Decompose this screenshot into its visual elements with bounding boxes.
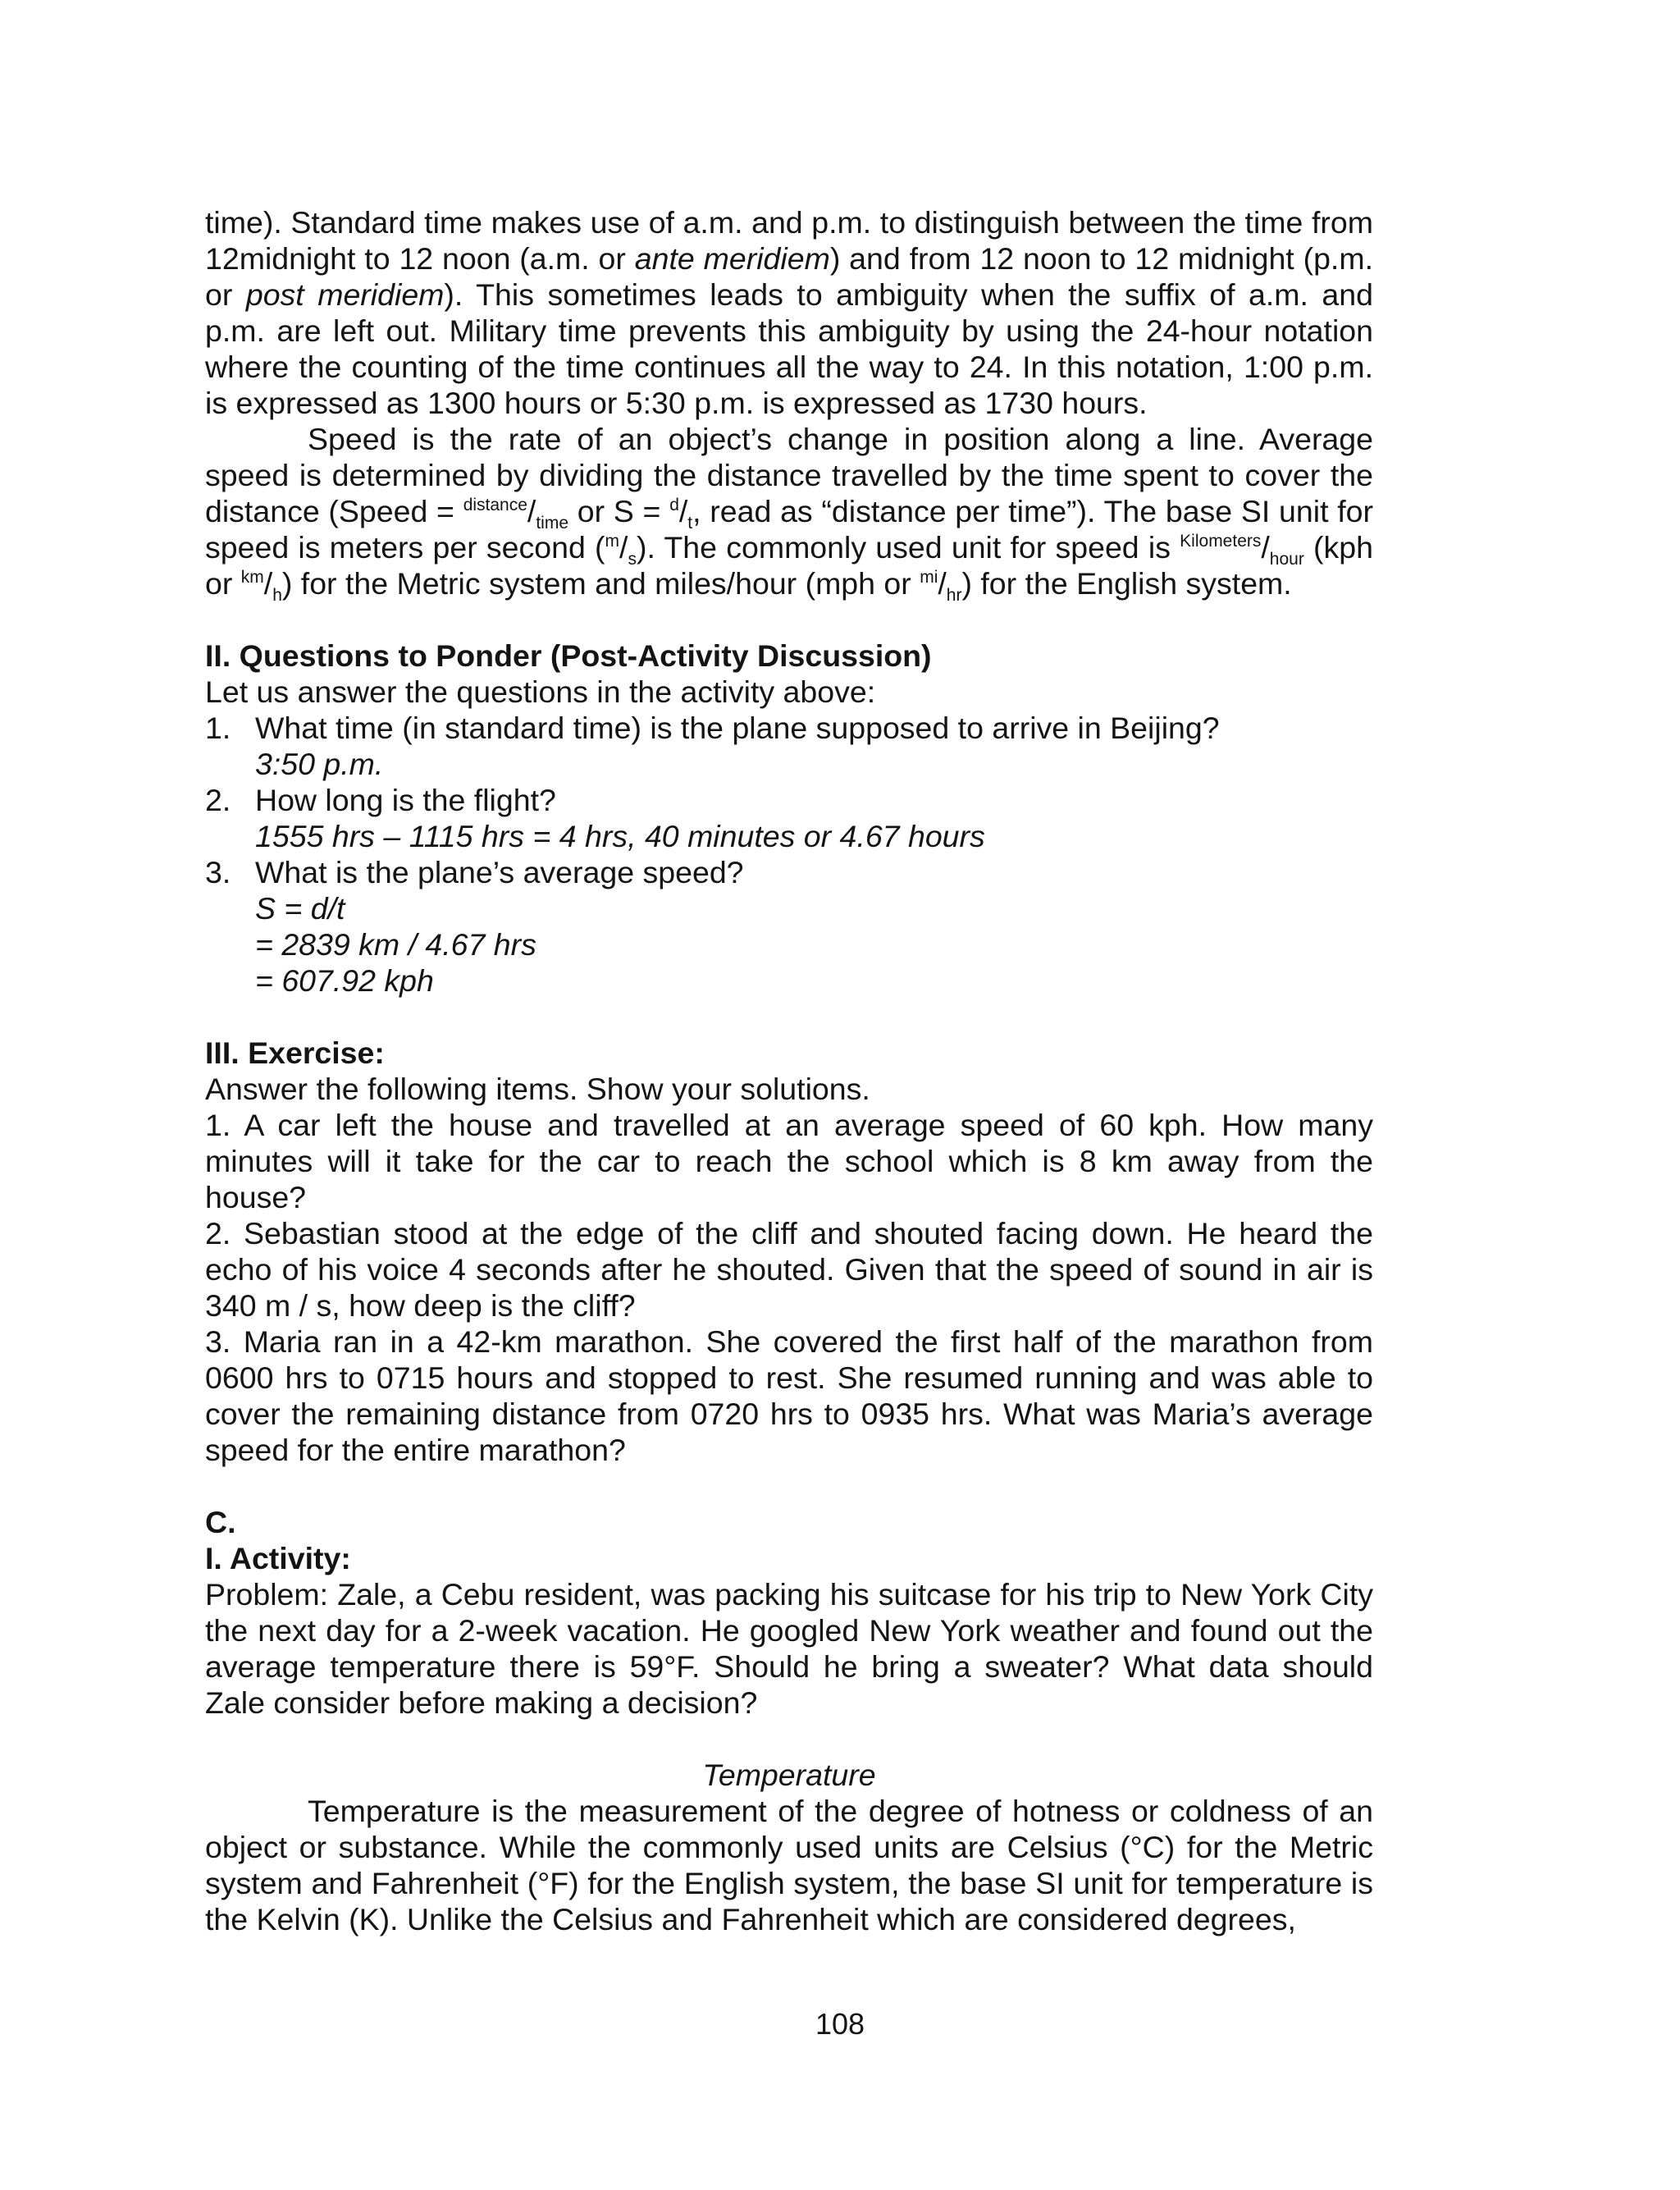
speed-text: ) for the Metric system and miles/hour (mph or xyxy=(281,566,920,601)
fraction-numerator: mi xyxy=(920,568,938,587)
speed-text: , read as “distance per time”). The base SI unit for speed is meters per second ( xyxy=(205,494,1373,565)
fraction-numerator: distance xyxy=(463,496,527,514)
paragraph-standard-time xyxy=(205,204,1373,421)
fraction-slash: / xyxy=(1261,530,1270,565)
fraction-slash: / xyxy=(938,566,947,601)
temperature-paragraph: Temperature is the measurement of the degree of hotness or coldness of an object or substance. While the commonly used units are Celsius (°C) for the Metric system and Fahrenheit (°F) for the English system, the base SI unit for temperature is the Kelvin (K). Unlike the Celsius and Fahrenheit which are considered degrees, xyxy=(205,1794,1373,1936)
page-content xyxy=(205,204,1373,1937)
temperature-subtitle-text: Temperature xyxy=(702,1758,876,1792)
exercise-item: 2. Sebastian stood at the edge of the cliff and shouted facing down. He heard the echo of his voice 4 seconds after he shouted. Given that the speed of sound in air is 340 m / s, how deep is the cliff? xyxy=(205,1216,1373,1323)
answer-text: 3:50 p.m. xyxy=(255,747,384,781)
speed-text: or S = xyxy=(568,494,670,528)
para1-text: ). This sometimes leads to ambiguity when the suffix of a.m. and p.m. are left out. Military time prevents this ambiguity by using the 24-hour notation where the counting of the time continues all the way to 24. In this notation, 1:00 p.m. is expressed as 1300 hours or 5:30 p.m. is expressed as 1730 hours. xyxy=(205,277,1373,420)
list-item xyxy=(205,782,1373,854)
spacer xyxy=(205,1468,1373,1504)
page-number: 108 xyxy=(815,2007,865,2041)
section-heading-questions: II. Questions to Ponder (Post-Activity Discussion) xyxy=(205,638,932,673)
fraction-slash: / xyxy=(263,566,273,601)
list-number: 3. xyxy=(205,855,231,889)
fraction-numerator: Kilometers xyxy=(1180,532,1262,551)
fraction-denominator: hr xyxy=(946,586,962,605)
speed-text: ) for the English system. xyxy=(961,566,1292,601)
speed-text: Speed is the rate of an object’s change in position along a line. Average speed is determined by dividing the distance travelled by the time spent to cover the distance (Speed = xyxy=(205,422,1373,528)
fraction-denominator: s xyxy=(628,550,637,569)
para1-emphasis: ante meridiem xyxy=(634,241,830,276)
para1-emphasis: post meridiem xyxy=(245,277,445,312)
list-number: 2. xyxy=(205,783,231,817)
activity-problem: Problem: Zale, a Cebu resident, was packing his suitcase for his trip to New York City the next day for a 2-week vacation. He googled New York weather and found out the average temperature there is 59°F. Should he bring a sweater? What data should Zale consider before making a decision? xyxy=(205,1577,1373,1720)
spacer xyxy=(205,1721,1373,1757)
section-heading-activity: I. Activity: xyxy=(205,1541,351,1575)
answer-text: = 2839 km / 4.67 hrs xyxy=(255,927,536,962)
fraction-slash: / xyxy=(527,494,536,528)
answer-text: 1555 hrs – 1115 hrs = 4 hrs, 40 minutes or 4.67 hours xyxy=(255,819,985,853)
exercise-item: 1. A car left the house and travelled at an average speed of 60 kph. How many minutes will it take for the car to reach the school which is 8 km away from the house? xyxy=(205,1108,1373,1214)
temperature-subtitle xyxy=(205,1757,1373,1793)
list-item xyxy=(205,710,1373,782)
fraction-denominator: hour xyxy=(1269,550,1304,569)
question-text: What time (in standard time) is the plane supposed to arrive in Beijing? xyxy=(255,711,1220,745)
paragraph-speed xyxy=(205,421,1373,605)
fraction-denominator: t xyxy=(687,514,693,533)
section-label-c: C. xyxy=(205,1505,236,1539)
fraction-numerator: km xyxy=(240,568,264,587)
questions-intro: Let us answer the questions in the activity above: xyxy=(205,674,876,709)
questions-list xyxy=(205,710,1373,999)
fraction-denominator: time xyxy=(536,514,569,533)
fraction-denominator: h xyxy=(272,586,282,605)
spacer xyxy=(205,999,1373,1035)
answer-text: = 607.92 kph xyxy=(255,963,434,998)
list-number: 1. xyxy=(205,711,231,745)
speed-text: (kph or xyxy=(205,530,1373,601)
fraction-slash: / xyxy=(678,494,688,528)
question-text: How long is the flight? xyxy=(255,783,556,817)
para1-text: ) and from 12 noon to 12 midnight (p.m. or xyxy=(205,241,1373,312)
list-item xyxy=(205,854,1373,999)
section-heading-exercise: III. Exercise: xyxy=(205,1036,385,1070)
question-text: What is the plane’s average speed? xyxy=(255,855,744,889)
speed-text: ). The commonly used unit for speed is xyxy=(636,530,1180,565)
para1-text: time). Standard time makes use of a.m. and p.m. to distinguish between the time from 12midnight to 12 noon (a.m. or xyxy=(205,205,1373,276)
fraction-numerator: m xyxy=(605,532,620,551)
fraction-slash: / xyxy=(619,530,628,565)
fraction-numerator: d xyxy=(669,496,679,514)
spacer xyxy=(205,601,1373,638)
answer-text: S = d/t xyxy=(255,891,345,926)
exercise-item: 3. Maria ran in a 42-km marathon. She covered the first half of the marathon from 0600 hrs to 0715 hours and stopped to rest. She resumed running and was able to cover the remaining distance from 0720 hrs to 0935 hrs. What was Maria’s average speed for the entire marathon? xyxy=(205,1324,1373,1467)
exercise-intro: Answer the following items. Show your solutions. xyxy=(205,1072,870,1106)
